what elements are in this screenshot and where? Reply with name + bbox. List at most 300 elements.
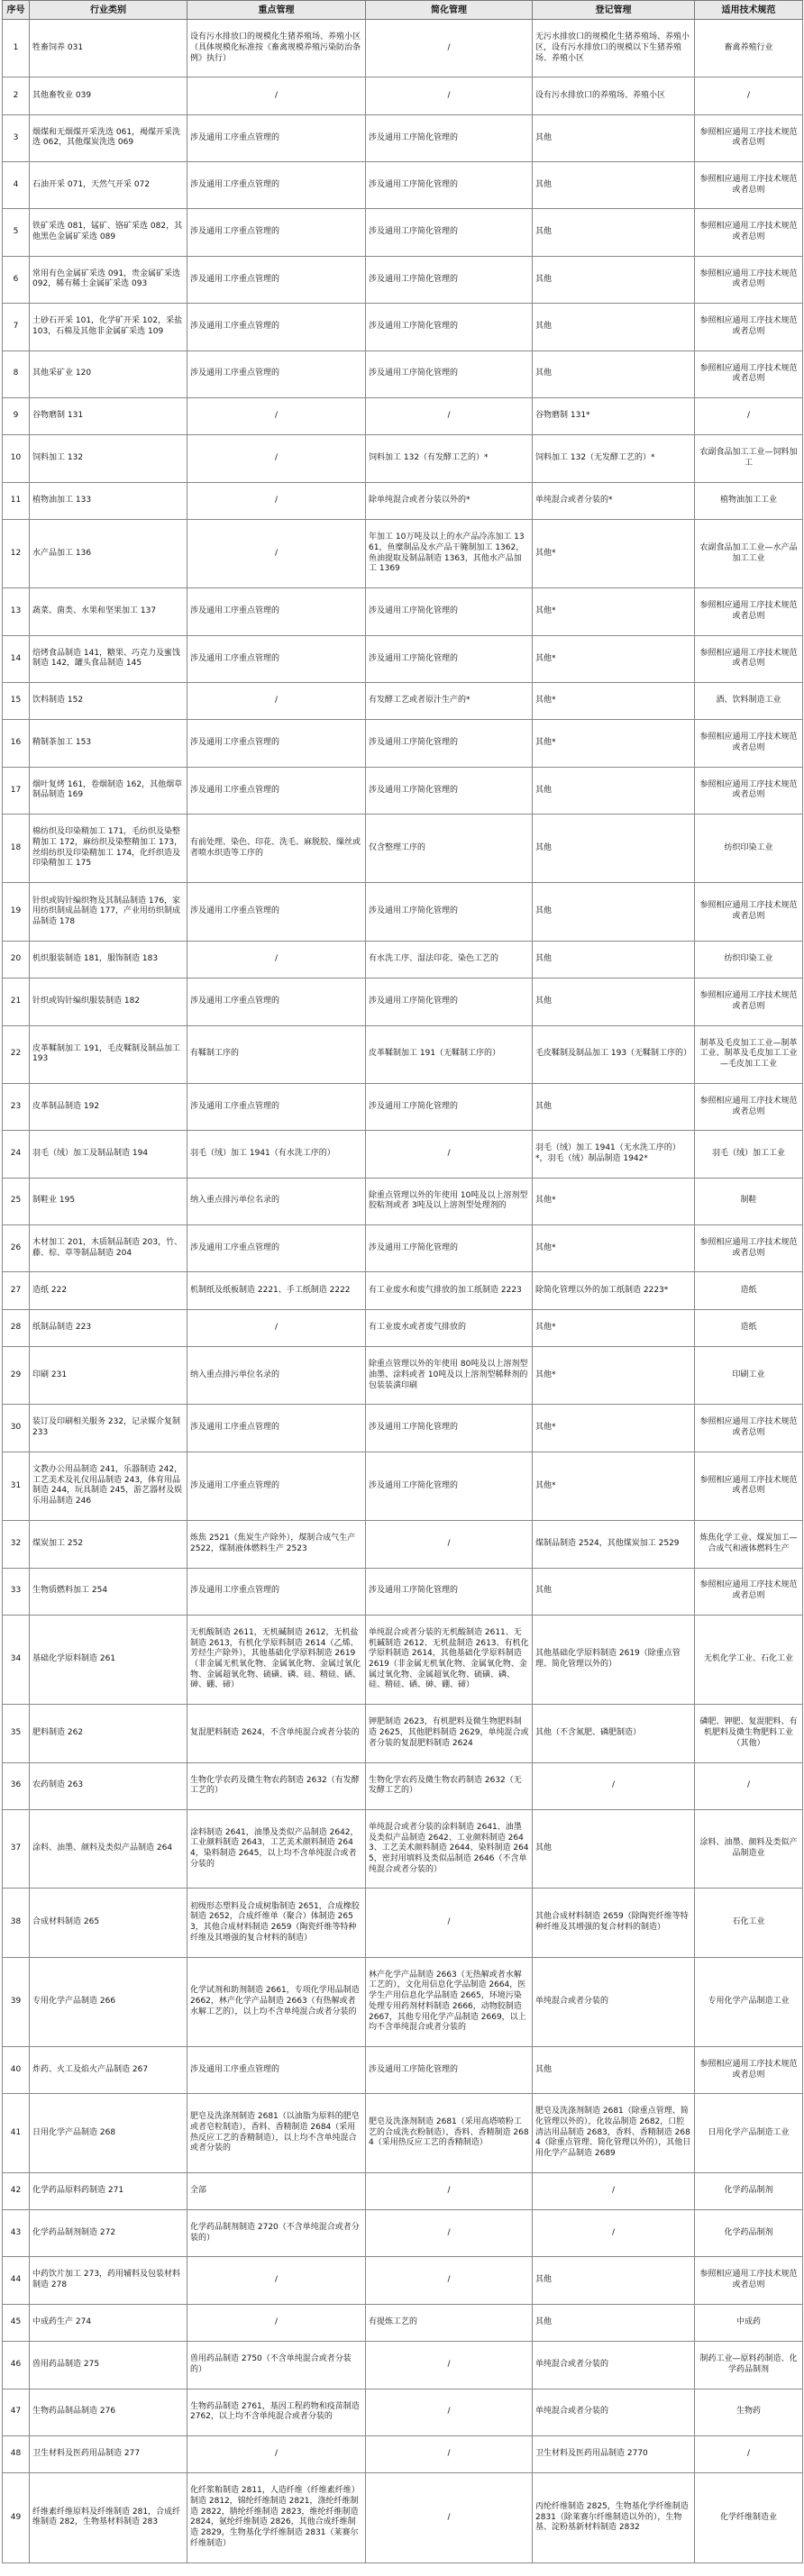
row-spec-cell: 参照相应通用工序技术规范或者总则 (695, 635, 803, 682)
row-simplified-cell: / (366, 2210, 533, 2257)
row-seq-cell: 7 (3, 304, 30, 350)
row-registration-cell: 其他 (533, 350, 695, 397)
row-registration-cell: 其他 (533, 2304, 695, 2341)
row-key-cell: 涉及通用工序重点管理的 (187, 767, 366, 814)
table-row (3, 635, 803, 682)
row-key-cell: 纳入重点排污单位名录的 (187, 1178, 366, 1224)
header-registration-management: 登记管理 (533, 1, 695, 20)
row-spec-cell: 炼焦化学工业、煤炭加工—合成气和液体燃料生产 (695, 1521, 803, 1568)
row-key-cell: 涉及通用工序重点管理的 (187, 588, 366, 635)
row-key-cell: 涂料制造 2641，油墨及类似产品制造 2642，工业颜料制造 2643，工艺美术颜料制造 2644，染料制造 2645，以上均不含单纯混合或者分装的 (187, 1809, 366, 1888)
row-industry-cell: 牲畜饲养 031 (30, 20, 187, 77)
row-key-cell: 设有污水排放口的规模化生猪养殖场、养殖小区（具体规模化标准按《畜禽规模养殖污染防治条例》执行） (187, 20, 366, 77)
row-industry-cell: 烟叶复烤 161，卷烟制造 162，其他烟草制品制造 169 (30, 767, 187, 814)
row-simplified-cell: 有水洗工序、湿法印花、染色工艺的 (366, 941, 533, 978)
row-industry-cell: 基础化学原料制造 261 (30, 1615, 187, 1704)
row-industry-cell: 煤炭加工 252 (30, 1521, 187, 1568)
row-key-cell: 羽毛（绒）加工 1941（有水洗工序的） (187, 1131, 366, 1178)
row-key-cell: 生物药品制造 2761，基因工程药物和疫苗制造 2762，以上均不含单纯混合或者分装的 (187, 2389, 366, 2435)
row-spec-cell: 参照相应通用工序技术规范或者总则 (695, 114, 803, 161)
row-key-cell: 无机酸制造 2611，无机碱制造 2612，无机盐制造 2613，有机化学原料制造 2614（乙烯、芳烃生产除外），其他基础化学原料制造 2619（非金属无机氧化物、金属氧化物、金属过氧化物、金属超氧化物、硫磺、磷、硅、精硅、硒、砷、硼、碲） (187, 1615, 366, 1704)
row-spec-cell: 造纸 (695, 1272, 803, 1309)
table-row (3, 2047, 803, 2094)
row-industry-cell: 针织或钩针编织物及其制品制造 176，家用纺织制成品制造 177，产业用纺织制成品制造 178 (30, 883, 187, 941)
table-row (3, 1568, 803, 1615)
header-technical-spec: 适用技术规范 (695, 1, 803, 20)
row-registration-cell: 其他 (533, 941, 695, 978)
table-row (3, 1809, 803, 1888)
row-seq-cell: 12 (3, 519, 30, 587)
table-row (3, 304, 803, 350)
row-simplified-cell: 肥皂及洗涤剂制造 2681（采用高塔喷粉工艺的合成洗衣粉制造），香料、香精制造 2684（采用热反应工艺的香精制造） (366, 2094, 533, 2172)
row-key-cell: 涉及通用工序重点管理的 (187, 1452, 366, 1520)
row-key-cell: 化纤浆粕制造 2811，人造纤维（纤维素纤维）制造 2812，锦纶纤维制造 2821，涤纶纤维制造 2822，腈纶纤维制造 2823，维纶纤维制造 2824，氨纶纤维制造 2826，其他合成纤维制造 2829，生物基化学纤维制造 2831（莱赛尔纤维制造） (187, 2473, 366, 2562)
row-seq-cell: 19 (3, 883, 30, 941)
row-key-cell: 涉及通用工序重点管理的 (187, 2047, 366, 2094)
row-spec-cell: 造纸 (695, 1309, 803, 1346)
table-row (3, 435, 803, 482)
row-spec-cell: 涂料、油墨、颜料及类似产品制造业 (695, 1809, 803, 1888)
row-seq-cell: 15 (3, 683, 30, 720)
row-key-cell: / (187, 2304, 366, 2341)
row-seq-cell: 31 (3, 1452, 30, 1520)
row-simplified-cell: 有提炼工艺的 (366, 2304, 533, 2341)
table-row (3, 114, 803, 161)
row-key-cell: 涉及通用工序重点管理的 (187, 1224, 366, 1271)
row-simplified-cell: 除重点管理以外的年使用 80吨及以上溶剂型油墨、涂料或者 10吨及以上溶剂型稀释剂的包装装潢印刷 (366, 1347, 533, 1405)
row-key-cell: 机制纸及纸板制造 2221、手工纸制造 2222 (187, 1272, 366, 1309)
table-row (3, 1615, 803, 1704)
row-registration-cell: 单纯混合或者分装的 (533, 2389, 695, 2435)
row-registration-cell: 其他* (533, 1224, 695, 1271)
row-seq-cell: 10 (3, 435, 30, 482)
row-seq-cell: 25 (3, 1178, 30, 1224)
row-simplified-cell: / (366, 2342, 533, 2389)
row-key-cell: / (187, 2435, 366, 2472)
row-key-cell: 化学药品制剂制造 2720（不含单纯混合或者分装的） (187, 2210, 366, 2257)
row-spec-cell: / (695, 2435, 803, 2472)
row-spec-cell: 参照相应通用工序技术规范或者总则 (695, 1452, 803, 1520)
row-industry-cell: 饮料制造 152 (30, 683, 187, 720)
row-seq-cell: 13 (3, 588, 30, 635)
row-registration-cell: 其他* (533, 1452, 695, 1520)
row-seq-cell: 6 (3, 256, 30, 303)
row-simplified-cell: 林产化学产品制造 2663（无热解或者水解工艺的），文化用信息化学品制造 2664，医学生产用信息化学品制造 2665，环境污染处理专用药剂材料制造 2666，动物胶制造 2667，其他专用化学产品制造 2669，以上均不含单纯混合或者分装的 (366, 1957, 533, 2046)
row-seq-cell: 38 (3, 1889, 30, 1957)
row-registration-cell: 无污水排放口的规模化生猪养殖场、养殖小区，设有污水排放口的规模以下生猪养殖场、养殖小区 (533, 20, 695, 77)
row-registration-cell: 其他* (533, 635, 695, 682)
header-row (3, 1, 803, 20)
row-key-cell: / (187, 941, 366, 978)
table-row (3, 2172, 803, 2209)
row-spec-cell: 纺织印染工业 (695, 815, 803, 883)
row-key-cell: 肥皂及洗涤剂制造 2681（以油脂为原料的肥皂或者皂粒制造），香料、香精制造 2684（采用热反应工艺的香精制造），以上均不含单纯混合或者分装的 (187, 2094, 366, 2172)
row-registration-cell: 煤制品制造 2524，其他煤炭加工 2529 (533, 1521, 695, 1568)
row-spec-cell: / (695, 77, 803, 114)
row-seq-cell: 48 (3, 2435, 30, 2472)
row-key-cell: 炼焦 2521（焦炭生产除外），煤制合成气生产 2522，煤制液体燃料生产 2523 (187, 1521, 366, 1568)
row-spec-cell: / (695, 1762, 803, 1809)
row-key-cell: 涉及通用工序重点管理的 (187, 883, 366, 941)
row-simplified-cell: / (366, 397, 533, 434)
row-spec-cell: 纺织印染工业 (695, 941, 803, 978)
row-registration-cell: 其他* (533, 1405, 695, 1452)
row-simplified-cell: / (366, 2473, 533, 2562)
row-seq-cell: 18 (3, 815, 30, 883)
table-row (3, 162, 803, 209)
row-spec-cell: 参照相应通用工序技术规范或者总则 (695, 304, 803, 350)
row-industry-cell: 造纸 222 (30, 1272, 187, 1309)
table-row (3, 1405, 803, 1452)
row-industry-cell: 皮革制品制造 192 (30, 1083, 187, 1130)
row-registration-cell: 其他 (533, 114, 695, 161)
table-row (3, 77, 803, 114)
row-registration-cell: 单纯混合或者分装的* (533, 482, 695, 519)
row-key-cell: 涉及通用工序重点管理的 (187, 209, 366, 256)
row-registration-cell: 肥皂及洗涤剂制造 2681（除重点管理、简化管理以外的），化妆品制造 2682，口腔清洁用品制造 2683，香料、香精制造 2684（除重点管理、简化管理以外的），其他日用化学产品制造 2689 (533, 2094, 695, 2172)
row-registration-cell: 其他 (533, 1083, 695, 1130)
row-key-cell: / (187, 519, 366, 587)
row-simplified-cell: 涉及通用工序简化管理的 (366, 209, 533, 256)
row-industry-cell: 涂料、油墨、颜料及类似产品制造 264 (30, 1809, 187, 1888)
row-seq-cell: 9 (3, 397, 30, 434)
table-row (3, 519, 803, 587)
row-registration-cell: 其他 (533, 1809, 695, 1888)
row-key-cell: / (187, 1309, 366, 1346)
row-key-cell: 涉及通用工序重点管理的 (187, 114, 366, 161)
table-row (3, 1762, 803, 1809)
row-registration-cell: 单纯混合或者分装的 (533, 1957, 695, 2046)
row-simplified-cell: 有工业废水和废气排放的加工纸制造 2223 (366, 1272, 533, 1309)
row-seq-cell: 20 (3, 941, 30, 978)
table-row (3, 20, 803, 77)
row-spec-cell: 化学药品制剂 (695, 2172, 803, 2209)
row-simplified-cell: 涉及通用工序简化管理的 (366, 767, 533, 814)
row-registration-cell: 其他* (533, 519, 695, 587)
row-registration-cell: 其他 (533, 979, 695, 1025)
row-industry-cell: 中成药生产 274 (30, 2304, 187, 2341)
row-industry-cell: 兽用药品制造 275 (30, 2342, 187, 2389)
row-spec-cell: 酒、饮料制造工业 (695, 683, 803, 720)
row-seq-cell: 8 (3, 350, 30, 397)
row-seq-cell: 47 (3, 2389, 30, 2435)
row-seq-cell: 44 (3, 2257, 30, 2304)
table-row (3, 720, 803, 767)
row-registration-cell: 毛皮鞣制及制品加工 193（无鞣制工序的） (533, 1025, 695, 1083)
header-key-management: 重点管理 (187, 1, 366, 20)
row-simplified-cell: / (366, 20, 533, 77)
table-row (3, 588, 803, 635)
row-key-cell: / (187, 482, 366, 519)
row-industry-cell: 农药制造 263 (30, 1762, 187, 1809)
row-industry-cell: 文教办公用品制造 241，乐器制造 242，工艺美术及礼仪用品制造 243，体育用品制造 244，玩具制造 245，游艺器材及娱乐用品制造 246 (30, 1452, 187, 1520)
row-spec-cell: 参照相应通用工序技术规范或者总则 (695, 1224, 803, 1271)
row-simplified-cell: 仅含整理工序的 (366, 815, 533, 883)
row-registration-cell: 设有污水排放口的养殖场、养殖小区 (533, 77, 695, 114)
row-key-cell: 涉及通用工序重点管理的 (187, 1405, 366, 1452)
row-spec-cell: 参照相应通用工序技术规范或者总则 (695, 209, 803, 256)
table-row (3, 397, 803, 434)
row-spec-cell: 参照相应通用工序技术规范或者总则 (695, 162, 803, 209)
row-seq-cell: 35 (3, 1705, 30, 1762)
row-seq-cell: 30 (3, 1405, 30, 1452)
row-spec-cell: 生物药 (695, 2389, 803, 2435)
table-row (3, 2210, 803, 2257)
row-registration-cell: 其他 (533, 815, 695, 883)
row-registration-cell: 单纯混合或者分装的 (533, 2342, 695, 2389)
row-registration-cell: 谷物磨制 131* (533, 397, 695, 434)
row-registration-cell: 其他 (533, 767, 695, 814)
row-industry-cell: 其他采矿业 120 (30, 350, 187, 397)
row-seq-cell: 16 (3, 720, 30, 767)
row-seq-cell: 34 (3, 1615, 30, 1704)
row-seq-cell: 17 (3, 767, 30, 814)
row-spec-cell: 无机化学工业、石化工业 (695, 1615, 803, 1704)
row-key-cell: 涉及通用工序重点管理的 (187, 350, 366, 397)
header-simplified-management: 简化管理 (366, 1, 533, 20)
row-industry-cell: 卫生材料及医药用品制造 277 (30, 2435, 187, 2472)
row-simplified-cell: 涉及通用工序简化管理的 (366, 635, 533, 682)
row-spec-cell: 畜禽养殖行业 (695, 20, 803, 77)
row-seq-cell: 37 (3, 1809, 30, 1888)
row-seq-cell: 45 (3, 2304, 30, 2341)
row-seq-cell: 26 (3, 1224, 30, 1271)
row-simplified-cell: 涉及通用工序简化管理的 (366, 1083, 533, 1130)
row-simplified-cell: 有发酵工艺或者原汁生产的* (366, 683, 533, 720)
row-simplified-cell: 皮革鞣制加工 191（无鞣制工序的） (366, 1025, 533, 1083)
row-industry-cell: 谷物磨制 131 (30, 397, 187, 434)
row-simplified-cell: / (366, 2435, 533, 2472)
row-key-cell: 生物化学农药及微生物农药制造 2632（有发酵工艺的） (187, 1762, 366, 1809)
table-row (3, 2094, 803, 2172)
row-industry-cell: 木材加工 201，木质制品制造 203，竹、藤、棕、草等制品制造 204 (30, 1224, 187, 1271)
row-simplified-cell: 年加工 10万吨及以上的水产品冷冻加工 1361，鱼糜制品及水产品干腌制加工 1362，鱼油提取及制品制造 1363，其他水产品加工 1369 (366, 519, 533, 587)
table-row (3, 2257, 803, 2304)
row-registration-cell: 其他 (533, 304, 695, 350)
row-registration-cell: 其他 (533, 2047, 695, 2094)
row-spec-cell: 日用化学产品制造工业 (695, 2094, 803, 2172)
row-simplified-cell: 涉及通用工序简化管理的 (366, 1452, 533, 1520)
row-seq-cell: 36 (3, 1762, 30, 1809)
row-simplified-cell: 有工业废水或者废气排放的 (366, 1309, 533, 1346)
row-seq-cell: 43 (3, 2210, 30, 2257)
row-seq-cell: 3 (3, 114, 30, 161)
row-seq-cell: 5 (3, 209, 30, 256)
row-simplified-cell: 涉及通用工序简化管理的 (366, 162, 533, 209)
table-row (3, 2342, 803, 2389)
row-spec-cell: 制革及毛皮加工工业—制革工业、制革及毛皮加工工业—毛皮加工工业 (695, 1025, 803, 1083)
row-simplified-cell: 钾肥制造 2623，有机肥料及微生物肥料制造 2625，其他肥料制造 2629，单纯混合或者分装的复混肥料制造 2624 (366, 1705, 533, 1762)
row-seq-cell: 22 (3, 1025, 30, 1083)
table-row (3, 209, 803, 256)
row-simplified-cell: 单纯混合或者分装的涂料制造 2641、油墨及类似产品制造 2642、工业颜料制造 2643、工艺美术颜料制造 2644、染料制造 2645，密封用填料及类似品制造 2646（不含单纯混合或者分装的） (366, 1809, 533, 1888)
row-simplified-cell: 生物化学农药及微生物农药制造 2632（无发酵工艺的） (366, 1762, 533, 1809)
row-industry-cell: 针织或钩针编织服装制造 182 (30, 979, 187, 1025)
header-industry: 行业类别 (30, 1, 187, 20)
row-key-cell: 兽用药品制造 2750（不含单纯混合或者分装的） (187, 2342, 366, 2389)
row-seq-cell: 27 (3, 1272, 30, 1309)
row-simplified-cell: / (366, 1521, 533, 1568)
row-seq-cell: 2 (3, 77, 30, 114)
row-key-cell: 有前处理、染色、印花、洗毛、麻脱胶、缫丝或者喷水织造等工序的 (187, 815, 366, 883)
row-simplified-cell: 除重点管理以外的年使用 10吨及以上溶剂型胶粘剂或者 3吨及以上溶剂型处理剂的 (366, 1178, 533, 1224)
row-registration-cell: 其他* (533, 1178, 695, 1224)
row-industry-cell: 植物油加工 133 (30, 482, 187, 519)
table-row (3, 1889, 803, 1957)
row-spec-cell: 中成药 (695, 2304, 803, 2341)
row-industry-cell: 纤维素纤维原料及纤维制造 281，合成纤维制造 282，生物基材料制造 283 (30, 2473, 187, 2562)
row-spec-cell: 制药工业—原料药制造、化学药品制剂 (695, 2342, 803, 2389)
row-spec-cell: 植物油加工工业 (695, 482, 803, 519)
row-seq-cell: 24 (3, 1131, 30, 1178)
row-industry-cell: 制鞋业 195 (30, 1178, 187, 1224)
row-spec-cell: 专用化学产品制造工业 (695, 1957, 803, 2046)
row-simplified-cell: / (366, 77, 533, 114)
table-row (3, 1272, 803, 1309)
table-row (3, 1347, 803, 1405)
row-industry-cell: 生物药品制品制造 276 (30, 2389, 187, 2435)
row-seq-cell: 4 (3, 162, 30, 209)
row-registration-cell: 其他 (533, 2257, 695, 2304)
row-key-cell: 全部 (187, 2172, 366, 2209)
table-row (3, 1705, 803, 1762)
row-industry-cell: 肥料制造 262 (30, 1705, 187, 1762)
row-key-cell: / (187, 435, 366, 482)
table-row (3, 482, 803, 519)
row-seq-cell: 11 (3, 482, 30, 519)
table-row (3, 1224, 803, 1271)
row-simplified-cell: 饲料加工 132（有发酵工艺的）* (366, 435, 533, 482)
row-industry-cell: 其他畜牧业 039 (30, 77, 187, 114)
row-industry-cell: 化学药品原料药制造 271 (30, 2172, 187, 2209)
row-simplified-cell: 涉及通用工序简化管理的 (366, 2047, 533, 2094)
table-row (3, 941, 803, 978)
row-registration-cell: 饲料加工 132（无发酵工艺的）* (533, 435, 695, 482)
row-industry-cell: 饲料加工 132 (30, 435, 187, 482)
row-spec-cell: 参照相应通用工序技术规范或者总则 (695, 1568, 803, 1615)
header-seq: 序号 (3, 1, 30, 20)
table-row (3, 683, 803, 720)
row-key-cell: 涉及通用工序重点管理的 (187, 635, 366, 682)
row-spec-cell: / (695, 397, 803, 434)
row-simplified-cell: 涉及通用工序简化管理的 (366, 1405, 533, 1452)
row-industry-cell: 机织服装制造 181，服饰制造 183 (30, 941, 187, 978)
row-industry-cell: 中药饮片加工 273，药用辅料及包装材料制造 278 (30, 2257, 187, 2304)
row-key-cell: / (187, 683, 366, 720)
row-registration-cell: 其他（不含氮肥、磷肥制造） (533, 1705, 695, 1762)
row-spec-cell: 参照相应通用工序技术规范或者总则 (695, 1405, 803, 1452)
row-simplified-cell: 涉及通用工序简化管理的 (366, 256, 533, 303)
row-industry-cell: 合成材料制造 265 (30, 1889, 187, 1957)
row-key-cell: 涉及通用工序重点管理的 (187, 1083, 366, 1130)
row-registration-cell: 其他合成材料制造 2659（除陶瓷纤维等特种纤维及其增强的复合材料的制造） (533, 1889, 695, 1957)
table-row (3, 1083, 803, 1130)
row-key-cell: / (187, 2257, 366, 2304)
row-spec-cell: 参照相应通用工序技术规范或者总则 (695, 2257, 803, 2304)
row-seq-cell: 42 (3, 2172, 30, 2209)
row-simplified-cell: 涉及通用工序简化管理的 (366, 304, 533, 350)
row-simplified-cell: / (366, 1889, 533, 1957)
row-registration-cell: 其他* (533, 683, 695, 720)
table-row (3, 1178, 803, 1224)
table-row (3, 2435, 803, 2472)
row-simplified-cell: 涉及通用工序简化管理的 (366, 1224, 533, 1271)
row-seq-cell: 40 (3, 2047, 30, 2094)
row-key-cell: 化学试剂和助剂制造 2661，专项化学用品制造 2662，林产化学产品制造 2663（有热解或者水解工艺的），以上均不含单纯混合或者分装的 (187, 1957, 366, 2046)
row-spec-cell: 印刷工业 (695, 1347, 803, 1405)
row-simplified-cell: 涉及通用工序简化管理的 (366, 114, 533, 161)
row-spec-cell: 农副食品加工工业—饲料加工 (695, 435, 803, 482)
row-spec-cell: 参照相应通用工序技术规范或者总则 (695, 256, 803, 303)
row-seq-cell: 29 (3, 1347, 30, 1405)
row-key-cell: 涉及通用工序重点管理的 (187, 256, 366, 303)
row-simplified-cell: 涉及通用工序简化管理的 (366, 350, 533, 397)
row-industry-cell: 常用有色金属矿采选 091，贵金属矿采选 092，稀有稀土金属矿采选 093 (30, 256, 187, 303)
row-seq-cell: 49 (3, 2473, 30, 2562)
row-seq-cell: 1 (3, 20, 30, 77)
row-spec-cell: 制鞋 (695, 1178, 803, 1224)
row-key-cell: / (187, 397, 366, 434)
row-simplified-cell: 涉及通用工序简化管理的 (366, 720, 533, 767)
row-spec-cell: 农副食品加工工业—水产品加工工业 (695, 519, 803, 587)
row-seq-cell: 21 (3, 979, 30, 1025)
row-industry-cell: 纸制品制造 223 (30, 1309, 187, 1346)
row-industry-cell: 皮革鞣制加工 191，毛皮鞣制及制品加工 193 (30, 1025, 187, 1083)
table-row (3, 883, 803, 941)
row-simplified-cell: 除单纯混合或者分装以外的* (366, 482, 533, 519)
row-registration-cell: / (533, 2210, 695, 2257)
row-registration-cell: / (533, 2172, 695, 2209)
table-row (3, 1521, 803, 1568)
row-registration-cell: 其他 (533, 883, 695, 941)
row-key-cell: / (187, 77, 366, 114)
row-spec-cell: 参照相应通用工序技术规范或者总则 (695, 979, 803, 1025)
row-spec-cell: 参照相应通用工序技术规范或者总则 (695, 720, 803, 767)
row-industry-cell: 羽毛（绒）加工及制品制造 194 (30, 1131, 187, 1178)
row-registration-cell: 其他* (533, 1347, 695, 1405)
table-row (3, 2473, 803, 2562)
row-registration-cell: 其他* (533, 720, 695, 767)
row-industry-cell: 日用化学产品制造 268 (30, 2094, 187, 2172)
row-simplified-cell: 涉及通用工序简化管理的 (366, 883, 533, 941)
row-registration-cell: 卫生材料及医药用品制造 2770 (533, 2435, 695, 2472)
table-row (3, 1452, 803, 1520)
row-industry-cell: 水产品加工 136 (30, 519, 187, 587)
row-spec-cell: 参照相应通用工序技术规范或者总则 (695, 767, 803, 814)
row-spec-cell: 化学纤维制造业 (695, 2473, 803, 2562)
row-registration-cell: 其他* (533, 588, 695, 635)
row-seq-cell: 46 (3, 2342, 30, 2389)
table-row (3, 1131, 803, 1178)
row-seq-cell: 32 (3, 1521, 30, 1568)
row-spec-cell: 化学药品制剂 (695, 2210, 803, 2257)
row-seq-cell: 41 (3, 2094, 30, 2172)
table-row (3, 1957, 803, 2046)
row-industry-cell: 专用化学产品制造 266 (30, 1957, 187, 2046)
row-registration-cell: 其他 (533, 256, 695, 303)
row-industry-cell: 石油开采 071，天然气开采 072 (30, 162, 187, 209)
row-spec-cell: 参照相应通用工序技术规范或者总则 (695, 1083, 803, 1130)
row-registration-cell: 除简化管理以外的加工纸制造 2223* (533, 1272, 695, 1309)
row-industry-cell: 装订及印刷相关服务 232，记录媒介复制 233 (30, 1405, 187, 1452)
row-registration-cell: 丙纶纤维制造 2825，生物基化学纤维制造 2831（除莱赛尔纤维制造以外的），生物基、淀粉基新材料制造 2832 (533, 2473, 695, 2562)
row-registration-cell: 其他* (533, 1309, 695, 1346)
row-industry-cell: 精制茶加工 153 (30, 720, 187, 767)
row-spec-cell: 参照相应通用工序技术规范或者总则 (695, 588, 803, 635)
permit-classification-table (2, 0, 803, 2563)
table-row (3, 350, 803, 397)
table-row (3, 2304, 803, 2341)
